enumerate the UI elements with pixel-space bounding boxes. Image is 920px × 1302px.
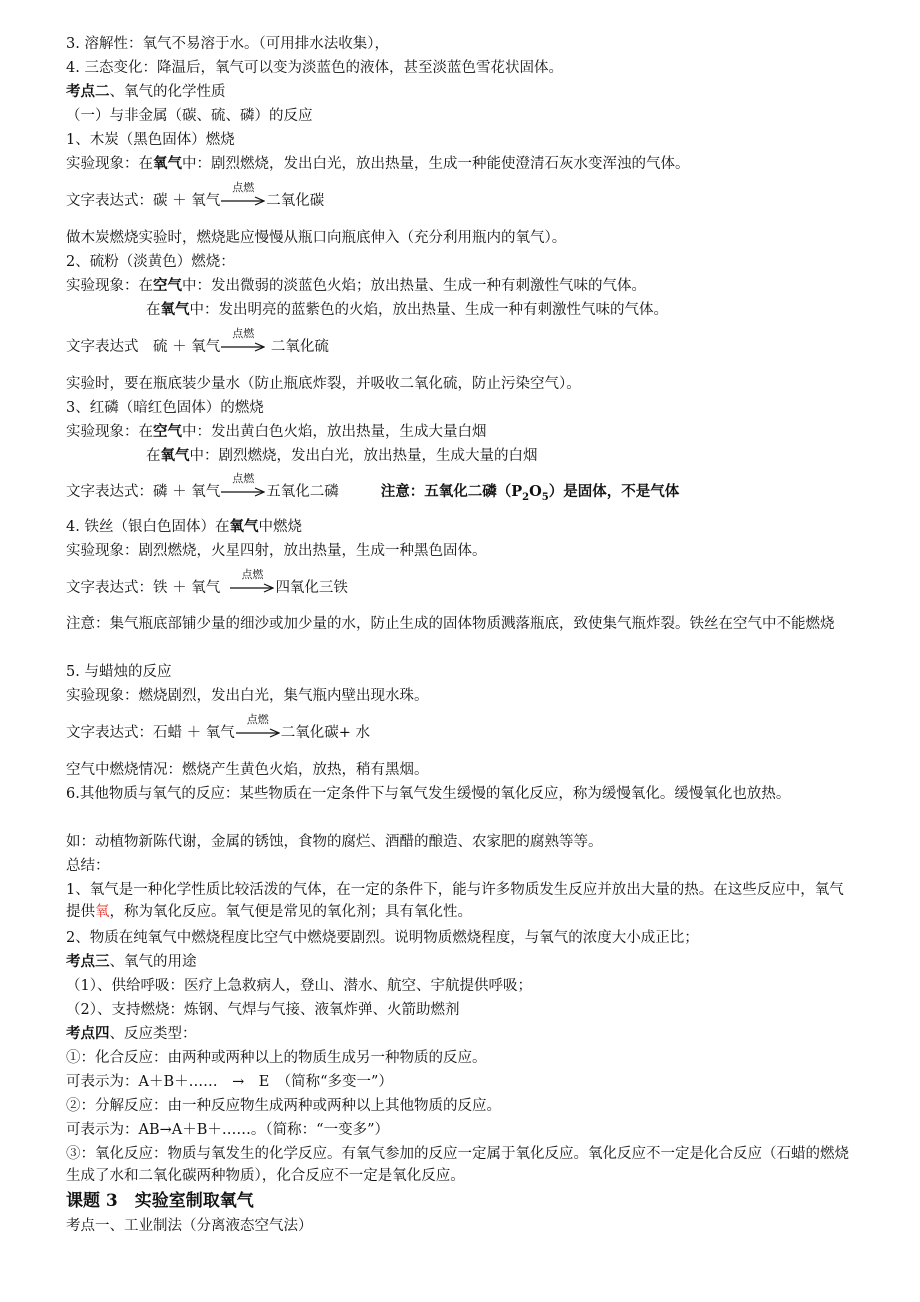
highlight-text: 氧 (95, 904, 110, 920)
text-span: 在 (146, 302, 161, 318)
equation-right: 二氧化碳+ 水 (280, 725, 370, 741)
equation-left: 文字表达式：石蜡 ＋ 氧气 (66, 725, 235, 741)
text-line (66, 421, 854, 443)
text-span: 中：发出微弱的淡蓝色火焰；放出热量、生成一种有刺激性气味的气体。 (182, 278, 646, 294)
text-line: 实验现象：剧烈燃烧，火星四射，放出热量，生成一种黑色固体。 (66, 543, 487, 559)
note-part: ）是固体，不是气体 (548, 483, 680, 500)
note-part: O (529, 483, 542, 500)
section-heading (66, 951, 854, 973)
reaction-condition: 点燃 (241, 568, 264, 581)
reaction-arrow (236, 713, 280, 740)
heading-keyword: 考点二 (66, 83, 110, 100)
text-line (146, 299, 854, 321)
text-line: 实验时，要在瓶底装少量水（防止瓶底炸裂，并吸收二氧化硫，防止污染空气）。 (66, 376, 581, 392)
equation-left: 文字表达式：磷 ＋ 氧气 (66, 484, 221, 500)
text-line: 2、硫粉（淡黄色）燃烧： (66, 254, 235, 270)
text-span: 中燃烧 (258, 519, 302, 535)
heading-keyword: 考点三 (66, 953, 110, 970)
paragraph (66, 879, 854, 923)
text-span: 中：剧烈燃烧，发出白光，放出热量，生成一种能使澄清石灰水变浑浊的气体。 (182, 156, 690, 172)
equation-line (66, 181, 854, 212)
text-line: 可表示为：AB→A＋B＋……。（简称：“一变多”） (66, 1122, 389, 1138)
section-heading (66, 1023, 854, 1045)
emphasis: 氧气 (160, 447, 190, 464)
emphasis: 空气 (153, 277, 182, 294)
text-line (66, 275, 854, 297)
arrow-icon (221, 342, 265, 352)
arrow-icon (221, 487, 265, 497)
reaction-condition: 点燃 (232, 327, 255, 340)
text-line: （一）与非金属（碳、硫、磷）的反应 (66, 108, 313, 124)
reaction-condition: 点燃 (232, 472, 255, 485)
text-line: （1）、供给呼吸：医疗上急救病人，登山、潜水、航空、宇航提供呼吸； (66, 978, 532, 994)
equation-right: 四氧化三铁 (275, 580, 348, 596)
text-line: 如：动植物新陈代谢，金属的锈蚀，食物的腐烂、酒醋的酿造、农家肥的腐熟等等。 (66, 834, 603, 850)
lesson-title: 课题 3 实验室制取氧气 (66, 1191, 254, 1211)
heading-text: 、反应类型： (109, 1026, 197, 1042)
emphasis: 氧气 (160, 301, 190, 318)
text-line: 空气中燃烧情况：燃烧产生黄色火焰，放热，稍有黑烟。 (66, 762, 429, 778)
text-line: 4. 三态变化：降温后，氧气可以变为淡蓝色的液体，甚至淡蓝色雪花状固体。 (66, 60, 563, 76)
text-span: 实验现象：在 (66, 424, 153, 440)
text-span: 实验现象：在 (66, 156, 153, 172)
text-line: 5. 与蜡烛的反应 (66, 664, 172, 680)
text-line: 1、木炭（黑色固体）燃烧 (66, 132, 235, 148)
text-span: 在 (146, 448, 161, 464)
section-heading (66, 81, 854, 103)
text-line (146, 445, 854, 467)
text-line: 2、物质在纯氧气中燃烧程度比空气中燃烧要剧烈。说明物质燃烧程度，与氧气的浓度大小成正比； (66, 930, 699, 946)
emphasis: 氧气 (153, 155, 182, 172)
equation-left: 文字表达式 硫 ＋ 氧气 (66, 339, 221, 355)
emphasis: 氧气 (229, 518, 259, 535)
equation-right: 二氧化碳 (266, 193, 325, 209)
text-line: 3. 溶解性：氧气不易溶于水。（可用排水法收集）， (66, 36, 389, 52)
text-span: 中：剧烈燃烧，发出白光，放出热量，生成大量的白烟 (189, 448, 538, 464)
equation-line (66, 472, 854, 509)
text-line: （2）、支持燃烧：炼钢、气焊与气接、液氧炸弹、火箭助燃剂 (66, 1002, 460, 1018)
paragraph: ③：氧化反应：物质与氧发生的化学反应。有氧气参加的反应一定属于氧化反应。氧化反应不一定是化合反应（石蜡的燃烧生成了水和二氧化碳两种物质），化合反应不一定是氧化反应。 (66, 1146, 849, 1184)
text-line (66, 516, 854, 538)
text-span: 中：发出黄白色火焰，放出热量，生成大量白烟 (182, 424, 487, 440)
arrow-icon (236, 728, 280, 738)
text-line: ①：化合反应：由两种或两种以上的物质生成另一种物质的反应。 (66, 1050, 487, 1066)
equation-left: 文字表达式：碳 ＋ 氧气 (66, 193, 221, 209)
paragraph: 注意：集气瓶底部铺少量的细沙或加少量的水，防止生成的固体物质溅落瓶底，致使集气瓶炸裂。铁丝在空气中不能燃烧 (66, 616, 835, 632)
text-line: 做木炭燃烧实验时，燃烧匙应慢慢从瓶口向瓶底伸入（充分利用瓶内的氧气）。 (66, 230, 567, 246)
equation-left: 文字表达式：铁 ＋ 氧气 (66, 580, 221, 596)
equation-right: 二氧化硫 (270, 339, 329, 355)
text-span: ，称为氧化反应。氧气便是常见的氧化剂；具有氧化性。 (109, 904, 472, 920)
text-line: 总结： (66, 858, 110, 874)
equation-line (66, 568, 854, 599)
text-line: 实验现象：燃烧剧烈，发出白光，集气瓶内壁出现水珠。 (66, 688, 429, 704)
text-span: 实验现象：在 (66, 278, 153, 294)
note-text (380, 483, 680, 503)
equation-line (66, 327, 854, 358)
text-span: 1、氧气是一种化学性质比较活泼的气体，在一定的条件下，能与许多物质发生反应并放出大量的热。在这些反应中，氧气提供 (66, 882, 844, 920)
reaction-arrow (221, 472, 265, 499)
subscript: 2 (522, 491, 530, 503)
reaction-condition: 点燃 (246, 713, 269, 726)
arrow-icon (230, 583, 274, 593)
arrow-icon (221, 196, 265, 206)
text-span: 中：发出明亮的蓝紫色的火焰，放出热量、生成一种有刺激性气味的气体。 (189, 302, 668, 318)
text-line: 3、红磷（暗红色固体）的燃烧 (66, 400, 264, 416)
heading-text: 、氧气的用途 (109, 954, 197, 970)
equation-right: 五氧化二磷 (266, 484, 339, 500)
text-line (66, 153, 854, 175)
text-span: 4. 铁丝（银白色固体）在 (66, 519, 230, 535)
reaction-condition: 点燃 (232, 181, 255, 194)
paragraph: 6.其他物质与氧气的反应：某些物质在一定条件下与氧气发生缓慢的氧化反应，称为缓慢氧化。缓慢氧化也放热。 (66, 786, 791, 802)
equation-line (66, 713, 854, 744)
emphasis: 空气 (153, 423, 182, 440)
text-line: ②：分解反应：由一种反应物生成两种或两种以上其他物质的反应。 (66, 1098, 501, 1114)
text-line: 考点一、工业制法（分离液态空气法） (66, 1218, 313, 1234)
reaction-arrow (221, 181, 265, 208)
text-line: 可表示为：A＋B＋…… → E （简称“多变一”） (66, 1074, 393, 1090)
heading-text: 、氧气的化学性质 (109, 84, 226, 100)
note-part: 注意：五氧化二磷（P (380, 483, 523, 500)
heading-keyword: 考点四 (66, 1025, 110, 1042)
subscript: 5 (541, 491, 549, 503)
reaction-arrow (230, 568, 274, 595)
reaction-arrow (221, 327, 265, 354)
